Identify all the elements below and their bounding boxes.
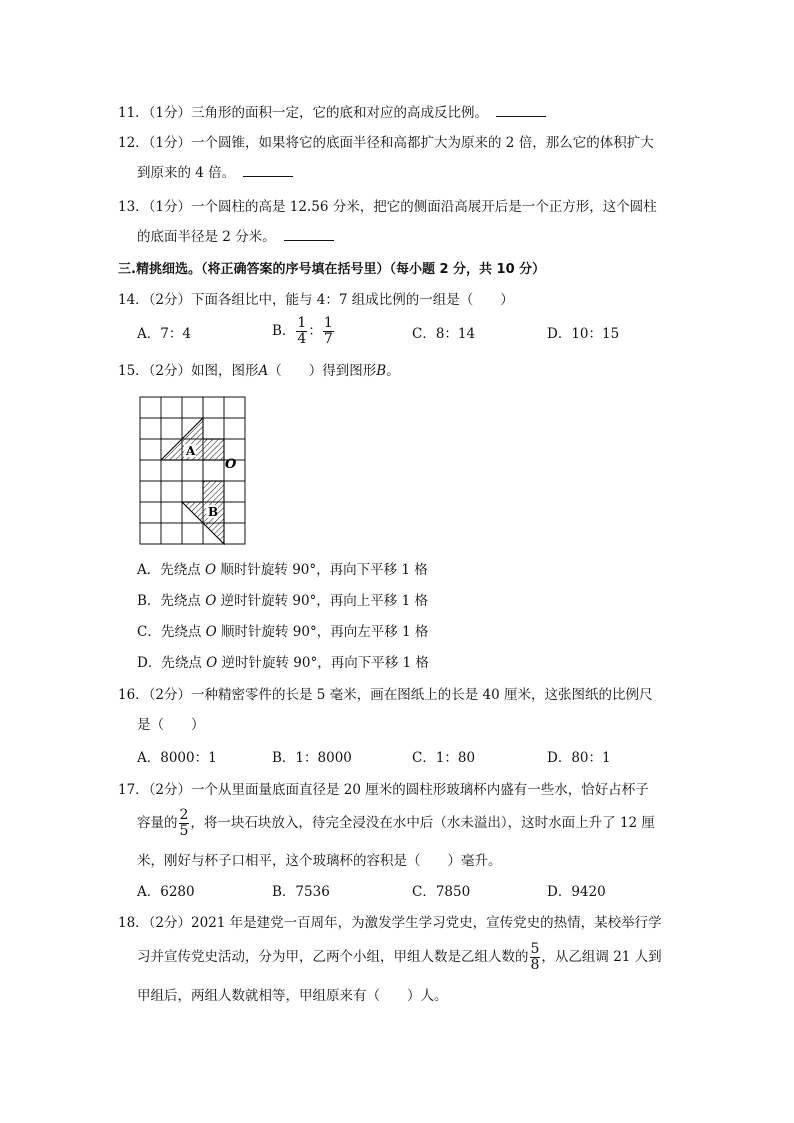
q17-option-a[interactable]: A．6280 xyxy=(137,884,195,900)
question-14-stem: 14．（2分）下面各组比中，能与 4：7 组成比例的一组是（ ） xyxy=(118,292,514,308)
question-15-stem-end: 。 xyxy=(386,363,400,379)
question-11 xyxy=(118,104,546,122)
question-13-text: 的底面半径是 2 分米。 xyxy=(137,229,276,245)
q16-option-c[interactable]: C．1：80 xyxy=(412,750,476,766)
question-18-text: ，从乙组调 21 人到 xyxy=(541,949,662,965)
q14-option-d[interactable]: D．10：15 xyxy=(547,326,620,342)
fraction-numerator: 2 xyxy=(179,807,189,823)
fraction-numerator: 1 xyxy=(323,315,333,331)
answer-blank[interactable] xyxy=(496,104,546,117)
question-13-line-2 xyxy=(137,228,334,246)
question-17-line-1: 17．（2分）一个从里面量底面直径是 20 厘米的圆柱形玻璃杯内盛有一些水，恰好占杯子 xyxy=(118,782,649,798)
ratio-colon: ： xyxy=(308,323,322,339)
question-12-line-1: 12．（1分）一个圆锥，如果将它的底面半径和高都扩大为原来的 2 倍，那么它的体积扩大 xyxy=(118,135,654,151)
q16-option-a[interactable]: A．8000：1 xyxy=(137,750,217,766)
q14-option-a[interactable]: A．7：4 xyxy=(137,326,191,342)
question-17-line-2 xyxy=(137,808,655,839)
option-text: A．先绕点 xyxy=(137,562,206,578)
option-text: 顺时针旋转 90°，再向左平移 1 格 xyxy=(216,624,429,640)
point-o-label: O xyxy=(225,457,237,472)
fraction xyxy=(179,808,190,839)
q16-option-b[interactable]: B．1：8000 xyxy=(272,750,352,766)
question-13-line-1: 13．（1分）一个圆柱的高是 12.56 分米，把它的侧面沿高展开后是一个正方形，这个圆柱 xyxy=(118,199,657,215)
question-18-text: 习并宣传党史活动，分为甲，乙两个小组，甲组人数是乙组人数的 xyxy=(137,949,529,965)
label-b: B xyxy=(208,505,219,519)
q14-option-b[interactable] xyxy=(272,316,335,347)
q15-option-c[interactable] xyxy=(137,623,428,641)
question-18-line-2 xyxy=(137,942,662,973)
point-o: O xyxy=(205,562,217,578)
answer-blank[interactable] xyxy=(284,228,334,241)
question-12-text: 到原来的 4 倍。 xyxy=(137,165,236,181)
question-18-line-3: 甲组后，两组人数就相等，甲组原来有（ ）人。 xyxy=(137,988,448,1004)
fraction-denominator: 4 xyxy=(297,331,307,347)
q17-option-c[interactable]: C．7850 xyxy=(412,884,471,900)
option-text: C．先绕点 xyxy=(137,624,206,640)
point-o: O xyxy=(206,655,218,671)
fraction-denominator: 8 xyxy=(530,957,540,973)
question-17-line-3: 米，刚好与杯子口相平，这个玻璃杯的容积是（ ）毫升。 xyxy=(137,853,502,869)
fraction-numerator: 5 xyxy=(530,941,540,957)
option-text: D．先绕点 xyxy=(137,655,207,671)
question-15-stem-mid: （ ）得到图形 xyxy=(268,363,377,379)
point-o: O xyxy=(205,593,217,609)
fraction-denominator: 5 xyxy=(179,823,189,839)
fraction xyxy=(296,316,307,347)
q14-option-c[interactable]: C．8：14 xyxy=(412,326,476,342)
question-15-stem-prefix: 15．（2分）如图，图形 xyxy=(118,363,259,379)
question-16-line-2: 是（ ） xyxy=(137,717,205,733)
question-16-line-1: 16．（2分）一种精密零件的长是 5 毫米，画在图纸上的长是 40 厘米，这张图纸的比例尺 xyxy=(118,687,653,703)
fraction-denominator: 7 xyxy=(323,331,333,347)
fraction-numerator: 1 xyxy=(297,315,307,331)
fraction xyxy=(530,942,541,973)
q14-option-b-prefix: B． xyxy=(272,323,296,339)
section-3-title: 三.精挑细选。（将正确答案的序号填在括号里）（每小题 2 分，共 10 分） xyxy=(118,262,546,277)
figure-b-ref: B xyxy=(376,363,387,379)
question-12-line-2 xyxy=(137,164,293,182)
question-15-stem xyxy=(118,362,400,380)
q15-option-a[interactable] xyxy=(137,561,428,579)
option-text: 顺时针旋转 90°，再向下平移 1 格 xyxy=(216,562,428,578)
question-11-text: 11．（1分）三角形的面积一定，它的底和对应的高成反比例。 xyxy=(118,105,489,121)
q15-option-b[interactable] xyxy=(137,592,428,610)
q15-option-d[interactable] xyxy=(137,654,429,672)
option-text: 逆时针旋转 90°，再向下平移 1 格 xyxy=(217,655,429,671)
option-text: 逆时针旋转 90°，再向上平移 1 格 xyxy=(216,593,428,609)
point-o: O xyxy=(205,624,217,640)
question-17-text: ，将一块石块放入，待完全浸没在水中后（水未溢出），这时水面上升了 12 厘 xyxy=(190,815,655,831)
rotation-figure xyxy=(138,395,250,545)
fraction xyxy=(323,316,334,347)
q16-option-d[interactable]: D．80：1 xyxy=(547,750,611,766)
label-a: A xyxy=(186,444,196,458)
answer-blank[interactable] xyxy=(243,164,293,177)
question-18-line-1: 18．（2分）2021 年是建党一百周年，为激发学生学习党史，宣传党史的热情，某校举行学 xyxy=(118,915,662,931)
question-17-text: 容量的 xyxy=(137,815,178,831)
q17-option-b[interactable]: B．7536 xyxy=(272,884,330,900)
q17-option-d[interactable]: D．9420 xyxy=(547,884,606,900)
figure-a-ref: A xyxy=(258,363,269,379)
option-text: B．先绕点 xyxy=(137,593,206,609)
